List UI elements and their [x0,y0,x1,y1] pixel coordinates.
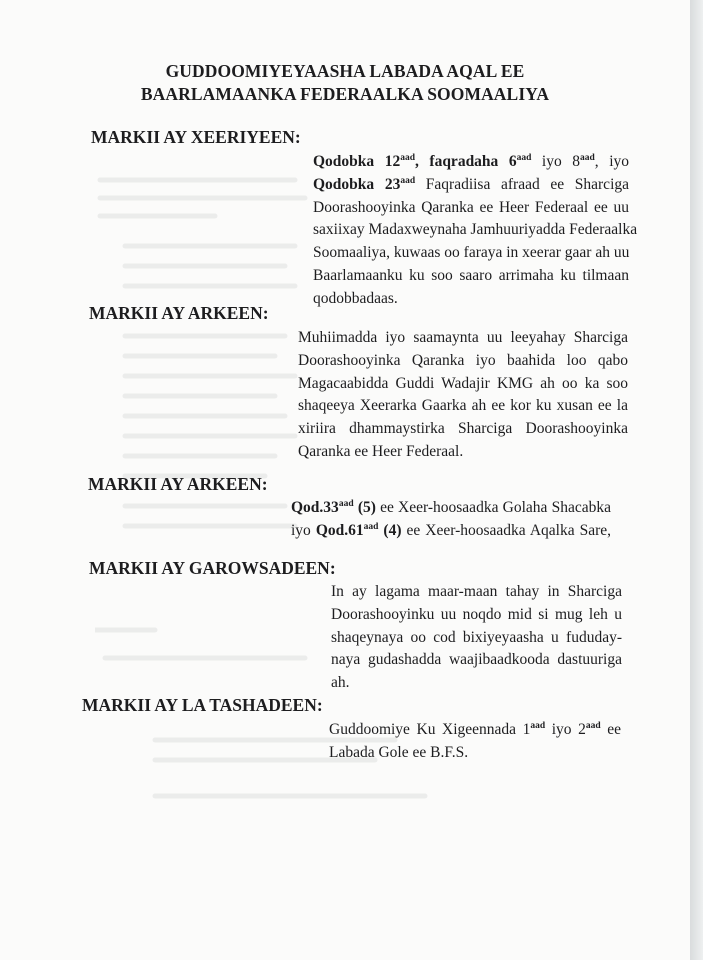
body-line: Doorashooyinku uu noqdo mid si mug leh u [331,605,622,623]
body-line: Qod.33$^{aad}$ (5) ee Xeer-hoosaadka Golaha Shacabka [291,499,611,516]
body-line: Labada Gole ee B.F.S. [329,743,469,761]
body-line: Doorashooyinka Qaranka iyo baahida loo qabo [298,351,628,369]
title-line-1: GUDDOOMIYEYAASHA LABADA AQAL EE [165,61,525,81]
body-line: Guddoomiye Ku Xigeennada $1^{aad}$ iyo $2^{aad}$ ee [329,721,621,738]
body-line: ah. [331,674,350,692]
body-line: iyo Qod.61$^{aad}$ (4) ee Xeer-hoosaadka Aqalka Sare, [291,521,612,539]
body-line: Soomaaliya, kuwaas oo faraya in xeerar gaar ah uu [313,244,630,262]
paper-edge [690,0,703,960]
section-body-garowsadeen [331,581,622,695]
section-body-arkeen-2 [291,497,611,543]
section-heading-arkeen-2: MARKII AY ARKEEN: [88,474,268,494]
body-line: qodobbadaas. [313,289,398,307]
section-heading-xeeriyeen: MARKII AY XEERIYEEN: [91,127,301,147]
body-line: saxiixay Madaxweynaha Jamhuuriyadda Federaalka [313,221,638,239]
body-line: Muhiimadda iyo saamaynta uu leeyahay Sharciga [298,329,628,346]
document-title [0,60,690,106]
body-line: naya gudashadda waajibaadkooda dastuuriga [331,651,622,669]
section-heading-garowsadeen: MARKII AY GAROWSADEEN: [89,558,336,578]
body-line: Baarlamaanku ku soo saaro arrimaha ku tilmaan [313,266,629,284]
body-line: In ay lagama maar-maan tahay in Sharciga [331,583,622,600]
section-body-la-tashadeen [329,719,621,765]
body-line: Qodobka $23^{aad}$ Faqradiisa afraad ee Sharciga [313,175,630,193]
body-line: shaqeynaya oo cod bixiyeyaasha u fududay- [331,628,622,646]
section-heading-arkeen-1: MARKII AY ARKEEN: [89,303,269,323]
body-line: Magacaabidda Guddi Wadajir KMG ah oo ka soo [298,374,628,392]
section-body-arkeen-1 [298,327,628,464]
title-line-2: BAARLAMAANKA FEDERAALKA SOOMAALIYA [140,84,550,104]
body-line: xiriira dhammaystirka Sharciga Doorashooyinka [298,420,628,438]
section-heading-la-tashadeen: MARKII AY LA TASHADEEN: [82,695,323,715]
body-line: shaqeeya Xeerarka Gaarka ah ee kor ku xusan ee la [298,397,628,415]
section-body-xeeriyeen [313,151,638,311]
body-line: Qaranka ee Heer Federaal. [298,442,464,460]
body-line: Qodobka $12^{aad}$, faqradaha $6^{aad}$ iyo $8^{aad}$, iyo [313,153,630,170]
body-line: Doorashooyinka Qaranka ee Heer Federaal ee uu [313,198,629,216]
